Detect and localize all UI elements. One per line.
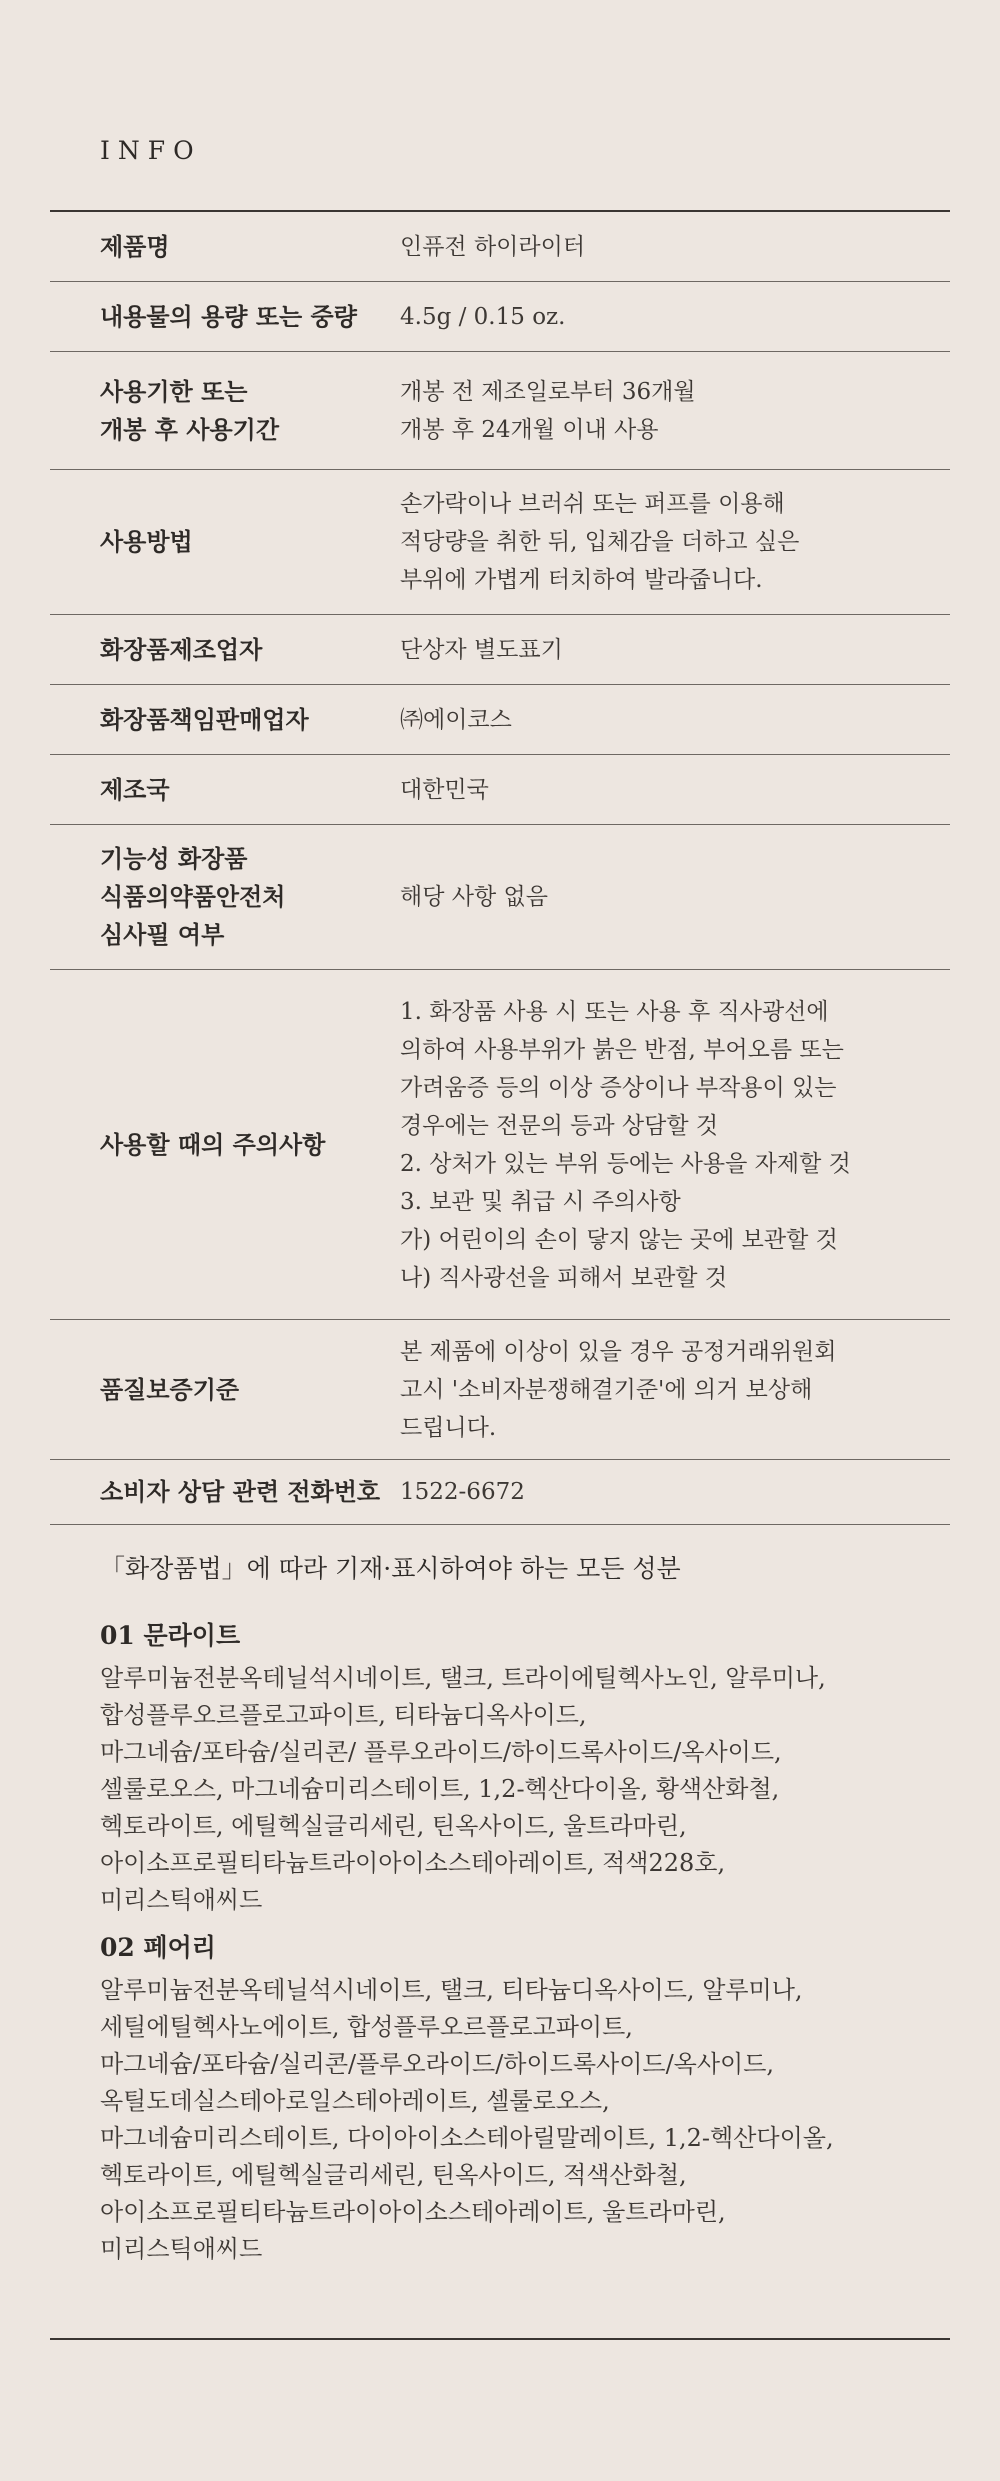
ingredients-section [100, 1550, 920, 2278]
info-value: 1. 화장품 사용 시 또는 사용 후 직사광선에 의하여 사용부위가 붉은 반점, 부어오름 또는 가려움증 등의 이상 증상이나 부작용이 있는 경우에는 전문의 등과 상담할 것 2. 상처가 있는 부위 등에는 사용을 자제할 것 3. 보관 및 취급 시 주의사항 가) 어린이의 손이 닿지 않는 곳에 보관할 것 나) 직사광선을 피해서 보관할 것 [400, 998, 851, 1291]
info-label: 제조국 [100, 774, 170, 804]
info-value: 단상자 별도표기 [400, 636, 563, 663]
info-label: 화장품책임판매업자 [100, 704, 309, 734]
info-label: 제품명 [100, 231, 170, 261]
info-row-caution [50, 970, 950, 1320]
ingredient-list: 알루미늄전분옥테닐석시네이트, 탤크, 트라이에틸헥사노인, 알루미나, 합성플루오르플로고파이트, 티타늄디옥사이드, 마그네슘/포타슘/실리콘/ 플루오라이드/하이드록사이드/옥사이드, 셀룰로오스, 마그네슘미리스테이트, 1,2-헥산다이올, 황색산화철, 헥토라이트, 에틸헥실글리세린, 틴옥사이드, 울트라마린, 아이소프로필티타늄트라이아이소스테아레이트, 적색228호, 미리스틱애씨드 [100, 1664, 826, 1914]
info-row-country [50, 755, 950, 825]
ingredient-group [100, 1929, 920, 2268]
info-table [50, 210, 950, 1525]
bottom-divider [50, 2338, 950, 2340]
section-title: INFO [100, 136, 202, 165]
info-value: 개봉 전 제조일로부터 36개월 개봉 후 24개월 이내 사용 [400, 378, 696, 443]
info-row-functional [50, 825, 950, 970]
info-row-seller [50, 685, 950, 755]
info-value: 손가락이나 브러쉬 또는 퍼프를 이용해 적당량을 취한 뒤, 입체감을 더하고 싶은 부위에 가볍게 터치하여 발라줍니다. [400, 491, 800, 593]
info-label: 품질보증기준 [100, 1374, 240, 1404]
ingredients-heading: 「화장품법」에 따라 기재·표시하여야 하는 모든 성분 [100, 1554, 681, 1583]
info-value: 해당 사항 없음 [400, 884, 548, 910]
info-row-phone [50, 1460, 950, 1525]
info-row-capacity [50, 282, 950, 352]
ingredient-group [100, 1617, 920, 1919]
info-row-usage [50, 470, 950, 615]
info-value: ㈜에이코스 [400, 706, 512, 733]
info-row-manufacturer [50, 615, 950, 685]
info-value: 1522-6672 [400, 1479, 525, 1505]
info-value: 인퓨전 하이라이터 [400, 233, 586, 260]
info-label: 소비자 상담 관련 전화번호 [100, 1477, 381, 1506]
info-label: 사용기한 또는 개봉 후 사용기간 [100, 376, 279, 444]
info-value: 대한민국 [400, 776, 489, 803]
ingredient-group-title: 02 페어리 [100, 1933, 216, 1962]
ingredient-list: 알루미늄전분옥테닐석시네이트, 탤크, 티타늄디옥사이드, 알루미나, 세틸에틸헥사노에이트, 합성플루오르플로고파이트, 마그네슘/포타슘/실리콘/플루오라이드/하이드록사이드/옥사이드, 옥틸도데실스테아로일스테아레이트, 셀룰로오스, 마그네슘미리스테이트, 다이아이소스테아릴말레이트, 1,2-헥산다이올, 헥토라이트, 에틸헥실글리세린, 틴옥사이드, 적색산화철, 아이소프로필티타늄트라이아이소스테아레이트, 울트라마린, 미리스틱애씨드 [100, 1976, 834, 2263]
info-row-expiry [50, 352, 950, 470]
info-label: 화장품제조업자 [100, 634, 263, 664]
info-value: 4.5g / 0.15 oz. [400, 303, 566, 330]
ingredient-group-title: 01 문라이트 [100, 1621, 241, 1650]
info-label: 기능성 화장품 식품의약품안전처 심사필 여부 [100, 844, 286, 949]
info-label: 내용물의 용량 또는 중량 [100, 301, 357, 331]
info-row-product-name [50, 212, 950, 282]
info-value: 본 제품에 이상이 있을 경우 공정거래위원회 고시 '소비자분쟁해결기준'에 의거 보상해 드립니다. [400, 1338, 837, 1441]
info-row-quality [50, 1320, 950, 1460]
info-label: 사용방법 [100, 527, 193, 556]
info-label: 사용할 때의 주의사항 [100, 1129, 326, 1159]
